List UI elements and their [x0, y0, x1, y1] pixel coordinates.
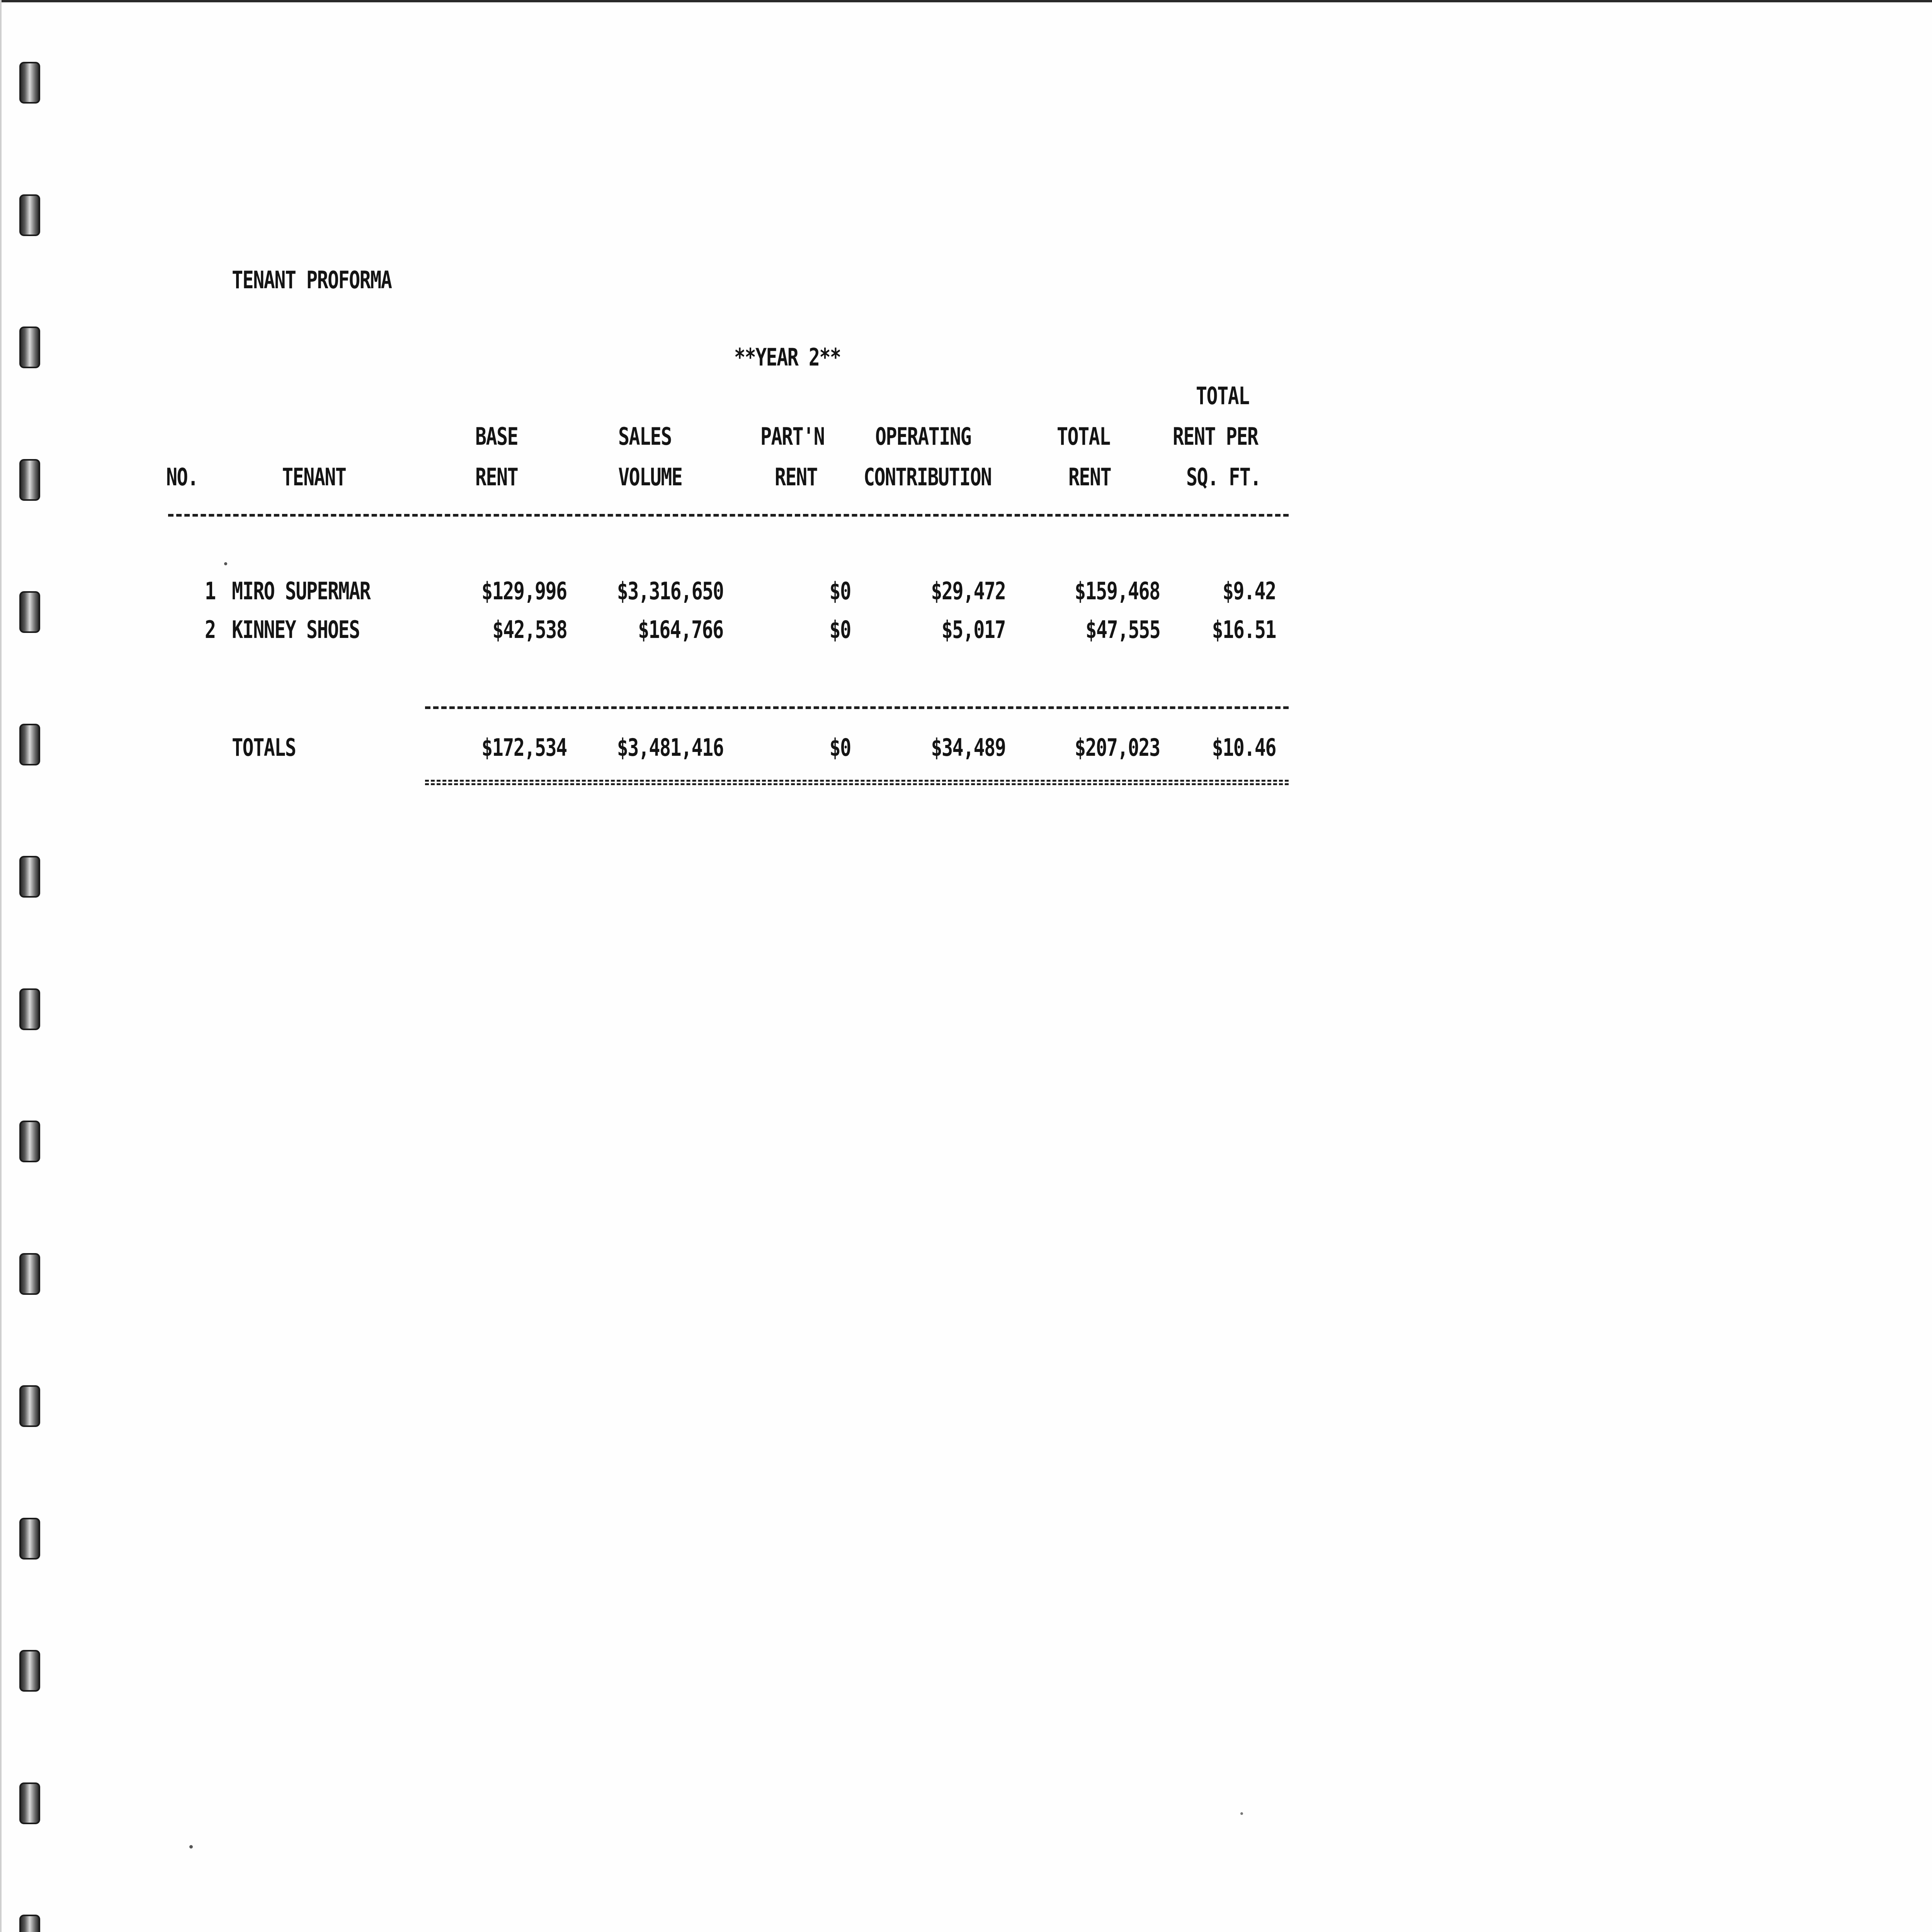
- row-no: 1: [205, 577, 216, 605]
- header-operating-contribution-line1: OPERATING: [875, 422, 971, 451]
- feed-hole: [19, 1650, 40, 1692]
- report-period: **YEAR 2**: [734, 343, 841, 371]
- row-operating-contribution: $29,472: [931, 577, 1005, 605]
- row-base-rent: $129,996: [481, 577, 567, 605]
- header-tenant: TENANT: [282, 463, 346, 491]
- header-partn-rent-line2: RENT: [775, 463, 818, 491]
- row-total-rent: $159,468: [1075, 577, 1160, 605]
- row-no: 2: [205, 616, 216, 644]
- header-total-rent-line1: TOTAL: [1057, 422, 1110, 451]
- header-rent-per-sqft-line3: SQ. FT.: [1186, 463, 1261, 491]
- feed-hole: [19, 1915, 40, 1932]
- row-sales-volume: $164,766: [638, 616, 723, 644]
- scan-speck: [189, 1845, 193, 1849]
- totals-label: TOTALS: [232, 733, 296, 762]
- header-rule: [168, 514, 1289, 517]
- feed-hole: [19, 62, 40, 104]
- row-tenant: KINNEY SHOES: [232, 616, 360, 644]
- header-rent-per-sqft-line2: RENT PER: [1173, 422, 1258, 451]
- header-base-rent-line2: RENT: [475, 463, 518, 491]
- row-sales-volume: $3,316,650: [617, 577, 723, 605]
- header-operating-contribution-line2: CONTRIBUTION: [864, 463, 992, 491]
- feed-hole: [19, 1782, 40, 1824]
- header-no: NO.: [166, 463, 198, 491]
- header-sales-volume-line2: VOLUME: [618, 463, 682, 491]
- totals-double-rule: [425, 780, 1289, 785]
- feed-hole: [19, 591, 40, 633]
- feed-hole: [19, 988, 40, 1030]
- report-title: TENANT PROFORMA: [232, 266, 392, 294]
- header-total-rent-line2: RENT: [1068, 463, 1111, 491]
- header-base-rent-line1: BASE: [475, 422, 518, 451]
- feed-hole: [19, 856, 40, 898]
- totals-sales-volume: $3,481,416: [617, 733, 723, 762]
- feed-hole: [19, 194, 40, 236]
- row-partn-rent: $0: [829, 616, 851, 644]
- feed-hole: [19, 459, 40, 501]
- header-sales-volume-line1: SALES: [618, 422, 672, 451]
- totals-base-rent: $172,534: [481, 733, 567, 762]
- feed-hole: [19, 724, 40, 765]
- totals-rent-per-sqft: $10.46: [1212, 733, 1276, 762]
- scan-speck: [224, 562, 227, 565]
- paper-left-edge: [0, 0, 2, 1932]
- totals-total-rent: $207,023: [1075, 733, 1160, 762]
- header-partn-rent-line1: PART'N: [760, 422, 825, 451]
- feed-hole: [19, 1253, 40, 1295]
- totals-partn-rent: $0: [829, 733, 851, 762]
- row-total-rent: $47,555: [1085, 616, 1160, 644]
- feed-hole: [19, 1385, 40, 1427]
- feed-hole: [19, 327, 40, 368]
- row-rent-per-sqft: $9.42: [1223, 577, 1276, 605]
- row-rent-per-sqft: $16.51: [1212, 616, 1276, 644]
- header-rent-per-sqft-line1: TOTAL: [1196, 382, 1249, 410]
- feed-hole: [19, 1518, 40, 1560]
- row-operating-contribution: $5,017: [941, 616, 1005, 644]
- feed-hole: [19, 1121, 40, 1162]
- row-tenant: MIRO SUPERMAR: [232, 577, 371, 605]
- row-partn-rent: $0: [829, 577, 851, 605]
- totals-operating-contribution: $34,489: [931, 733, 1005, 762]
- paper-top-edge: [0, 0, 1932, 2]
- totals-rule: [425, 706, 1289, 709]
- row-base-rent: $42,538: [492, 616, 567, 644]
- scan-speck: [1240, 1812, 1243, 1815]
